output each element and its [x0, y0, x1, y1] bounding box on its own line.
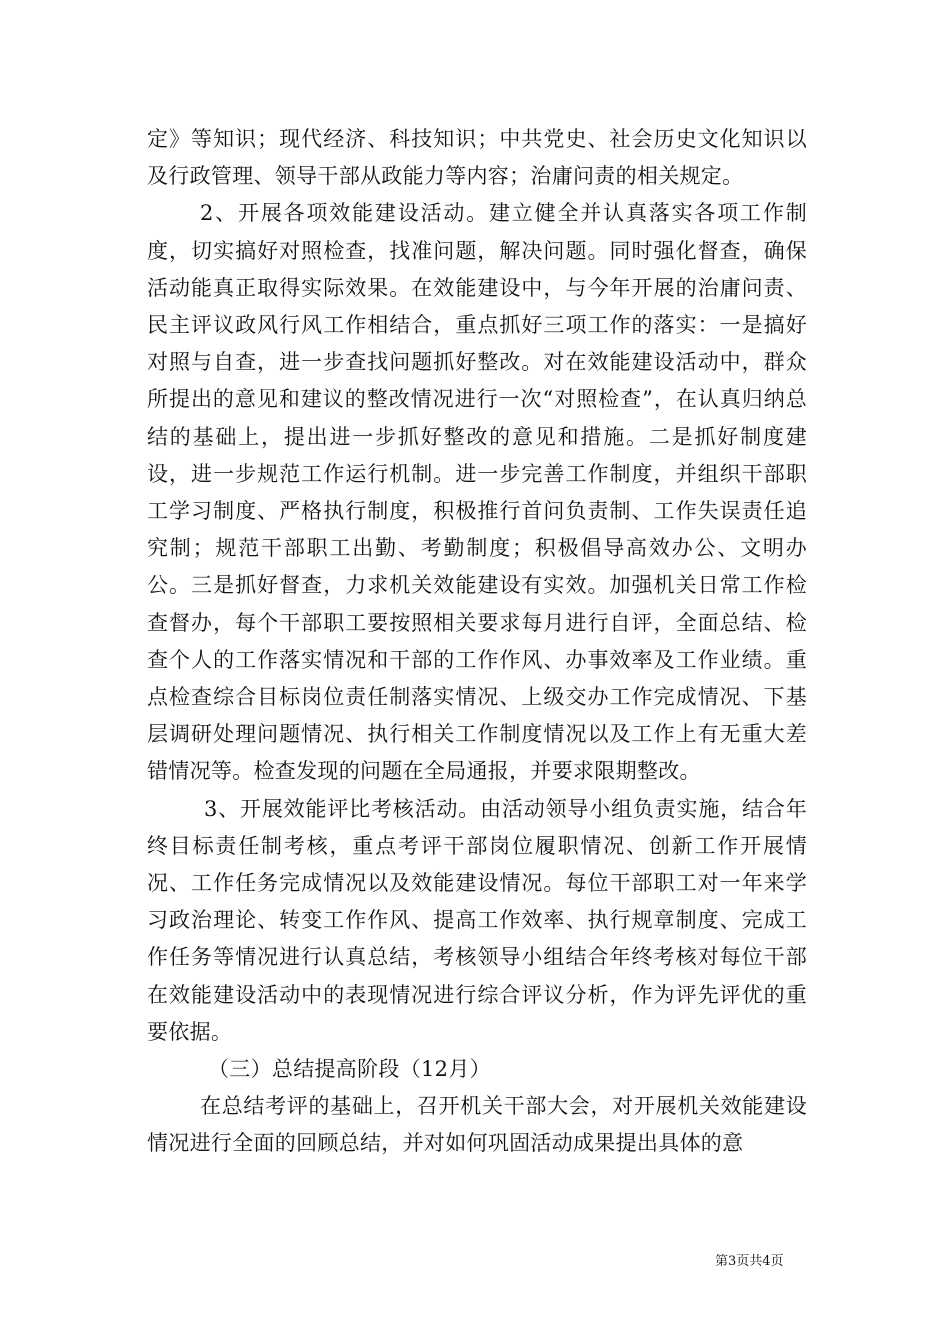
document-body — [147, 121, 807, 1163]
paragraph-item-2: 2、开展各项效能建设活动。建立健全并认真落实各项工作制度，切实搞好对照检查，找准问题，解决问题。同时强化督查，确保活动能真正取得实际效果。在效能建设中，与今年开展的治庸问责、民主评议政风行风工作相结合，重点抓好三项工作的落实：一是搞好对照与自查，进一步查找问题抓好整改。对在效能建设活动中，群众所提出的意见和建议的整改情况进行一次“对照检查”，在认真归纳总结的基础上，提出进一步抓好整改的意见和措施。二是抓好制度建设，进一步规范工作运行机制。进一步完善工作制度，并组织干部职工学习制度、严格执行制度，积极推行首问负责制、工作失误责任追究制；规范干部职工出勤、考勤制度；积极倡导高效办公、文明办公。三是抓好督查，力求机关效能建设有实效。加强机关日常工作检查督办，每个干部职工要按照相关要求每月进行自评，全面总结、检查个人的工作落实情况和干部的工作作风、办事效率及工作业绩。重点检查综合目标岗位责任制落实情况、上级交办工作完成情况、下基层调研处理问题情况、执行相关工作制度情况以及工作上有无重大差错情况等。检查发现的问题在全局通报，并要求限期整改。 — [147, 201, 807, 784]
section-heading-3: （三）总结提高阶段（12月） — [208, 1057, 491, 1082]
paragraph-item-3: 3、开展效能评比考核活动。由活动领导小组负责实施，结合年终目标责任制考核，重点考评干部岗位履职情况、创新工作开展情况、工作任务完成情况以及效能建设情况。每位干部职工对一年来学习政治理论、转变工作作风、提高工作效率、执行规章制度、完成工作任务等情况进行认真总结，考核领导小组结合年终考核对每位干部在效能建设活动中的表现情况进行综合评议分析，作为评先评优的重要依据。 — [147, 796, 807, 1044]
paragraph-summary: 在总结考评的基础上，召开机关干部大会，对开展机关效能建设情况进行全面的回顾总结，并对如何巩固活动成果提出具体的意 — [147, 1094, 807, 1156]
page-number-footer: 第3页共4页 — [715, 1254, 784, 1269]
paragraph-continuation: 定》等知识；现代经济、科技知识；中共党史、社会历史文化知识以及行政管理、领导干部从政能力等内容；治庸问责的相关规定。 — [147, 127, 807, 189]
